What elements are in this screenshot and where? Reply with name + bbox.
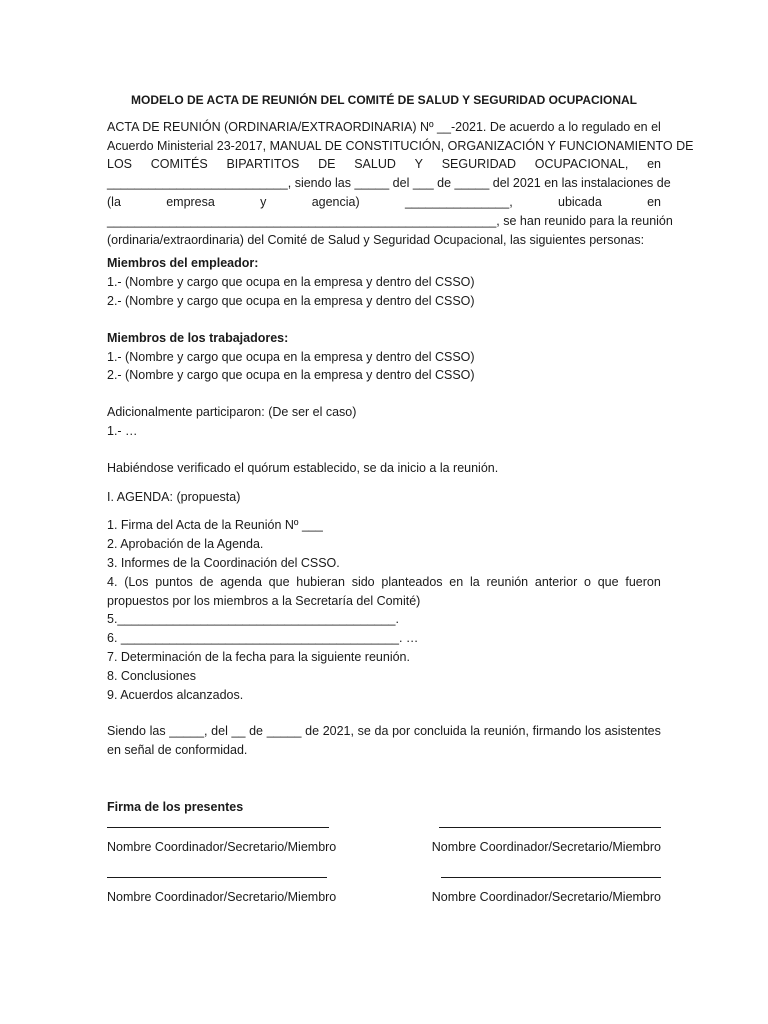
word: concluida — [413, 724, 467, 739]
agenda-item: 8. Conclusiones — [107, 668, 196, 683]
word: anterior — [534, 574, 578, 589]
agenda-item-continuation: propuestos por los miembros a la Secretaría del Comité) — [107, 593, 421, 608]
word: Siendo — [107, 724, 146, 739]
word: SALUD — [354, 157, 396, 172]
word: LOS — [107, 157, 133, 172]
worker-member-item: 2.- (Nombre y cargo que ocupa en la empresa y dentro del CSSO) — [107, 368, 475, 383]
word: _____, — [169, 724, 208, 739]
word: o — [584, 574, 591, 589]
word: COMITÉS — [150, 157, 208, 172]
agenda-item: 6. ________________________________________. … — [107, 631, 419, 646]
word: del — [211, 724, 228, 739]
signature-block-left — [107, 867, 336, 907]
word: _______________, — [404, 194, 513, 209]
agenda-list — [107, 516, 661, 704]
signature-line[interactable] — [441, 877, 661, 878]
employer-members-heading: Miembros del empleador: — [107, 256, 259, 271]
signature-label: Nombre Coordinador/Secretario/Miembro — [431, 889, 661, 904]
signature-line[interactable] — [107, 877, 327, 878]
word: en — [647, 194, 661, 209]
signature-block-left — [107, 817, 336, 857]
word: agenda — [220, 574, 262, 589]
word: y — [260, 194, 267, 209]
closing-line-2: en señal de conformidad. — [107, 743, 248, 758]
word: de — [305, 724, 320, 739]
word: 4. — [107, 574, 118, 589]
word: ubicada — [558, 194, 602, 209]
intro-line-1: ACTA DE REUNIÓN (ORDINARIA/EXTRAORDINARIA) Nº __-2021. De acuerdo a lo regulado en el — [107, 119, 661, 134]
agenda-item: 7. Determinación de la fecha para la siguiente reunión. — [107, 649, 410, 664]
agenda-item — [107, 573, 661, 592]
word: SEGURIDAD — [441, 157, 517, 172]
worker-members-heading: Miembros de los trabajadores: — [107, 330, 289, 345]
word: de — [199, 574, 214, 589]
agenda-item: 9. Acuerdos alcanzados. — [107, 687, 244, 702]
additional-item: 1.- … — [107, 423, 138, 438]
signature-label: Nombre Coordinador/Secretario/Miembro — [431, 839, 661, 854]
intro-line-5 — [107, 193, 661, 212]
word: DE — [318, 157, 336, 172]
word: hubieran — [296, 574, 345, 589]
signature-line[interactable] — [107, 827, 329, 828]
word: asistentes — [604, 724, 661, 739]
word: firmando — [532, 724, 582, 739]
signature-row — [107, 867, 661, 907]
word: empresa — [166, 194, 215, 209]
word: los — [584, 724, 601, 739]
word: agencia) — [311, 194, 360, 209]
word: que — [597, 574, 619, 589]
document-title: MODELO DE ACTA DE REUNIÓN DEL COMITÉ DE SALUD Y SEGURIDAD OCUPACIONAL — [130, 93, 638, 107]
word: OCUPACIONAL, — [534, 157, 629, 172]
document-page — [107, 91, 694, 906]
signature-label: Nombre Coordinador/Secretario/Miembro — [107, 839, 337, 854]
word: se — [357, 724, 371, 739]
word: 2021, — [322, 724, 354, 739]
word: (Los — [124, 574, 149, 589]
word: por — [392, 724, 411, 739]
intro-paragraph — [107, 118, 694, 250]
word: en — [449, 574, 464, 589]
worker-member-item: 1.- (Nombre y cargo que ocupa en la empresa y dentro del CSSO) — [107, 349, 475, 364]
word: reunión — [486, 574, 529, 589]
word: (la — [107, 194, 121, 209]
quorum-statement: Habiéndose verificado el quórum establecido, se da inicio a la reunión. — [107, 460, 499, 475]
intro-line-6: ________________________________________________________, se han reunido para la reunión — [107, 213, 673, 228]
signature-line[interactable] — [439, 827, 661, 828]
intro-line-4: __________________________, siendo las _____ del ___ de _____ del 2021 en las instalaciones de — [107, 176, 671, 191]
intro-line-7: (ordinaria/extraordinaria) del Comité de Salud y Seguridad Ocupacional, las siguientes personas: — [107, 232, 645, 247]
word: las — [149, 724, 166, 739]
signature-block-right — [432, 817, 661, 857]
signatures-heading: Firma de los presentes — [107, 799, 244, 814]
word: en — [647, 157, 661, 172]
additional-participants-section — [107, 403, 661, 441]
worker-members-section — [107, 329, 661, 385]
intro-line-2: Acuerdo Ministerial 23-2017, MANUAL DE CONSTITUCIÓN, ORGANIZACIÓN Y FUNCIONAMIENTO DE — [107, 138, 694, 153]
employer-members-section — [107, 254, 661, 310]
agenda-item: 5.________________________________________. — [107, 612, 399, 627]
employer-member-item: 2.- (Nombre y cargo que ocupa en la empresa y dentro del CSSO) — [107, 293, 475, 308]
closing-line-1 — [107, 722, 661, 741]
word: reunión, — [483, 724, 529, 739]
word: planteados — [381, 574, 443, 589]
word: BIPARTITOS — [226, 157, 300, 172]
additional-heading: Adicionalmente participaron: (De ser el caso) — [107, 405, 357, 420]
word: puntos — [155, 574, 193, 589]
word: sido — [351, 574, 375, 589]
agenda-item: 3. Informes de la Coordinación del CSSO. — [107, 555, 340, 570]
employer-member-item: 1.- (Nombre y cargo que ocupa en la empresa y dentro del CSSO) — [107, 275, 475, 290]
intro-line-3 — [107, 155, 661, 174]
word: de — [249, 724, 264, 739]
word: da — [374, 724, 389, 739]
word: _____ — [266, 724, 302, 739]
closing-paragraph — [107, 722, 661, 760]
signature-label: Nombre Coordinador/Secretario/Miembro — [107, 889, 337, 904]
word: Y — [414, 157, 423, 172]
signature-row — [107, 817, 661, 857]
agenda-item: 1. Firma del Acta de la Reunión Nº ___ — [107, 518, 323, 533]
word: fueron — [625, 574, 661, 589]
word: la — [469, 574, 480, 589]
signature-block-right — [432, 867, 661, 907]
word: __ — [231, 724, 246, 739]
agenda-item: 2. Aprobación de la Agenda. — [107, 537, 264, 552]
word: la — [470, 724, 481, 739]
word: que — [268, 574, 290, 589]
agenda-heading: I. AGENDA: (propuesta) — [107, 489, 241, 504]
